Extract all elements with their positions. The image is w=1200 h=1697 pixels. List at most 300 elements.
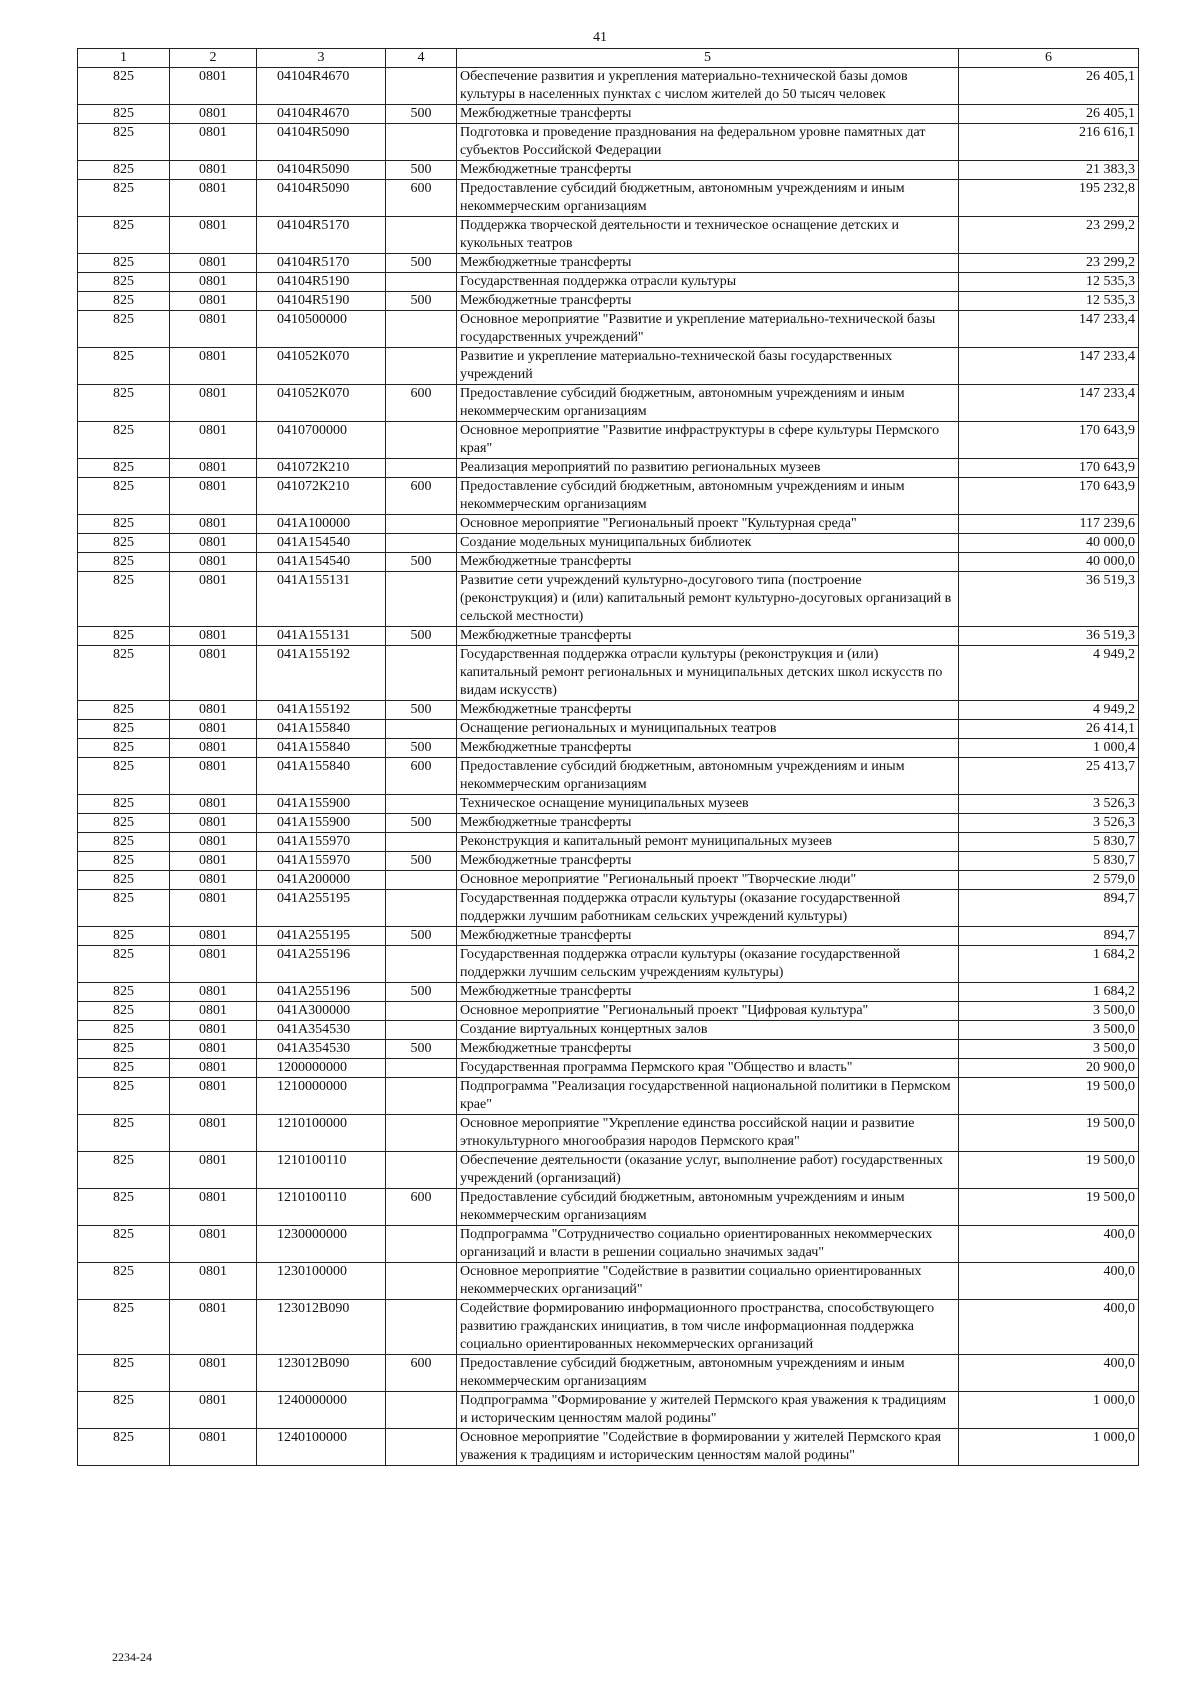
target-article-code-cell: 1240000000 [257, 1392, 386, 1429]
target-article-code-cell: 1200000000 [257, 1059, 386, 1078]
item-name-cell: Межбюджетные трансферты [457, 739, 959, 758]
table-row [78, 1040, 1139, 1059]
item-name-cell: Государственная поддержка отрасли культуры (оказание государственной поддержки лучшим сельским учреждениям культуры) [457, 946, 959, 983]
target-article-code-cell: 123012В090 [257, 1300, 386, 1355]
header-col-4: 4 [386, 49, 457, 68]
admin-code-cell: 825 [78, 1300, 170, 1355]
admin-code-cell: 825 [78, 311, 170, 348]
table-row [78, 833, 1139, 852]
amount-cell: 26 414,1 [959, 720, 1139, 739]
section-code-cell: 0801 [170, 701, 257, 720]
table-row [78, 292, 1139, 311]
section-code-cell: 0801 [170, 161, 257, 180]
target-article-code-cell: 041A154540 [257, 553, 386, 572]
item-name-cell: Межбюджетные трансферты [457, 105, 959, 124]
amount-cell: 4 949,2 [959, 701, 1139, 720]
admin-code-cell: 825 [78, 758, 170, 795]
amount-cell: 21 383,3 [959, 161, 1139, 180]
expense-type-code-cell [386, 720, 457, 739]
amount-cell: 216 616,1 [959, 124, 1139, 161]
expense-type-code-cell [386, 1300, 457, 1355]
target-article-code-cell: 0410500000 [257, 311, 386, 348]
amount-cell: 36 519,3 [959, 627, 1139, 646]
section-code-cell: 0801 [170, 478, 257, 515]
item-name-cell: Межбюджетные трансферты [457, 161, 959, 180]
amount-cell: 36 519,3 [959, 572, 1139, 627]
amount-cell: 147 233,4 [959, 311, 1139, 348]
target-article-code-cell: 041A155192 [257, 646, 386, 701]
expense-type-code-cell: 600 [386, 478, 457, 515]
amount-cell: 23 299,2 [959, 254, 1139, 273]
section-code-cell: 0801 [170, 1300, 257, 1355]
item-name-cell: Предоставление субсидий бюджетным, автономным учреждениям и иным некоммерческим организациям [457, 180, 959, 217]
table-row [78, 311, 1139, 348]
target-article-code-cell: 041A155840 [257, 720, 386, 739]
expense-type-code-cell: 500 [386, 739, 457, 758]
amount-cell: 19 500,0 [959, 1078, 1139, 1115]
expense-type-code-cell [386, 946, 457, 983]
item-name-cell: Основное мероприятие "Укрепление единства российской нации и развитие этнокультурного многообразия народов Пермского края" [457, 1115, 959, 1152]
amount-cell: 19 500,0 [959, 1115, 1139, 1152]
expense-type-code-cell: 500 [386, 254, 457, 273]
amount-cell: 40 000,0 [959, 534, 1139, 553]
amount-cell: 3 526,3 [959, 795, 1139, 814]
admin-code-cell: 825 [78, 348, 170, 385]
item-name-cell: Создание модельных муниципальных библиотек [457, 534, 959, 553]
expense-type-code-cell [386, 833, 457, 852]
expense-type-code-cell [386, 459, 457, 478]
admin-code-cell: 825 [78, 1189, 170, 1226]
item-name-cell: Государственная поддержка отрасли культуры (реконструкция и (или) капитальный ремонт региональных и муниципальных детских школ искусств по видам искусств) [457, 646, 959, 701]
section-code-cell: 0801 [170, 1189, 257, 1226]
expense-type-code-cell [386, 311, 457, 348]
expense-type-code-cell [386, 217, 457, 254]
amount-cell: 1 684,2 [959, 946, 1139, 983]
table-row [78, 1226, 1139, 1263]
section-code-cell: 0801 [170, 254, 257, 273]
section-code-cell: 0801 [170, 515, 257, 534]
target-article-code-cell: 041A255196 [257, 946, 386, 983]
admin-code-cell: 825 [78, 795, 170, 814]
item-name-cell: Подпрограмма "Сотрудничество социально ориентированных некоммерческих организаций и власти в решении социально значимых задач" [457, 1226, 959, 1263]
section-code-cell: 0801 [170, 739, 257, 758]
target-article-code-cell: 04104R5190 [257, 292, 386, 311]
amount-cell: 400,0 [959, 1263, 1139, 1300]
admin-code-cell: 825 [78, 254, 170, 273]
table-row [78, 1263, 1139, 1300]
target-article-code-cell: 041A255196 [257, 983, 386, 1002]
admin-code-cell: 825 [78, 720, 170, 739]
item-name-cell: Основное мероприятие "Развитие и укрепление материально-технической базы государственных учреждений" [457, 311, 959, 348]
table-row [78, 459, 1139, 478]
admin-code-cell: 825 [78, 1429, 170, 1466]
section-code-cell: 0801 [170, 459, 257, 478]
expense-type-code-cell [386, 646, 457, 701]
target-article-code-cell: 04104R5090 [257, 180, 386, 217]
item-name-cell: Предоставление субсидий бюджетным, автономным учреждениям и иным некоммерческим организациям [457, 478, 959, 515]
item-name-cell: Межбюджетные трансферты [457, 292, 959, 311]
expense-type-code-cell [386, 1226, 457, 1263]
table-row [78, 273, 1139, 292]
target-article-code-cell: 041A255195 [257, 927, 386, 946]
item-name-cell: Основное мероприятие "Региональный проект "Творческие люди" [457, 871, 959, 890]
amount-cell: 400,0 [959, 1355, 1139, 1392]
expense-type-code-cell [386, 273, 457, 292]
admin-code-cell: 825 [78, 478, 170, 515]
section-code-cell: 0801 [170, 68, 257, 105]
amount-cell: 400,0 [959, 1300, 1139, 1355]
target-article-code-cell: 041A155840 [257, 739, 386, 758]
section-code-cell: 0801 [170, 814, 257, 833]
expense-type-code-cell [386, 1115, 457, 1152]
section-code-cell: 0801 [170, 1263, 257, 1300]
admin-code-cell: 825 [78, 1002, 170, 1021]
target-article-code-cell: 041052К070 [257, 385, 386, 422]
table-row [78, 68, 1139, 105]
table-row [78, 1002, 1139, 1021]
table-row [78, 105, 1139, 124]
admin-code-cell: 825 [78, 1040, 170, 1059]
amount-cell: 3 526,3 [959, 814, 1139, 833]
expense-type-code-cell: 600 [386, 385, 457, 422]
table-row [78, 871, 1139, 890]
amount-cell: 1 000,0 [959, 1429, 1139, 1466]
item-name-cell: Основное мероприятие "Региональный проект "Культурная среда" [457, 515, 959, 534]
expense-type-code-cell [386, 515, 457, 534]
admin-code-cell: 825 [78, 852, 170, 871]
target-article-code-cell: 041A354530 [257, 1040, 386, 1059]
table-row [78, 124, 1139, 161]
section-code-cell: 0801 [170, 422, 257, 459]
expense-type-code-cell [386, 795, 457, 814]
section-code-cell: 0801 [170, 1226, 257, 1263]
item-name-cell: Предоставление субсидий бюджетным, автономным учреждениям и иным некоммерческим организациям [457, 1355, 959, 1392]
section-code-cell: 0801 [170, 983, 257, 1002]
amount-cell: 5 830,7 [959, 852, 1139, 871]
target-article-code-cell: 04104R5170 [257, 254, 386, 273]
amount-cell: 4 949,2 [959, 646, 1139, 701]
expense-type-code-cell: 500 [386, 1040, 457, 1059]
section-code-cell: 0801 [170, 871, 257, 890]
admin-code-cell: 825 [78, 890, 170, 927]
item-name-cell: Обеспечение развития и укрепления материально-технической базы домов культуры в населенных пунктах с числом жителей до 50 тысяч человек [457, 68, 959, 105]
admin-code-cell: 825 [78, 1226, 170, 1263]
admin-code-cell: 825 [78, 124, 170, 161]
target-article-code-cell: 1230000000 [257, 1226, 386, 1263]
table-row [78, 217, 1139, 254]
target-article-code-cell: 041072К210 [257, 459, 386, 478]
target-article-code-cell: 04104R4670 [257, 105, 386, 124]
section-code-cell: 0801 [170, 124, 257, 161]
item-name-cell: Межбюджетные трансферты [457, 553, 959, 572]
target-article-code-cell: 041A300000 [257, 1002, 386, 1021]
expense-type-code-cell: 600 [386, 180, 457, 217]
expense-type-code-cell: 600 [386, 758, 457, 795]
admin-code-cell: 825 [78, 161, 170, 180]
section-code-cell: 0801 [170, 572, 257, 627]
table-row [78, 927, 1139, 946]
amount-cell: 20 900,0 [959, 1059, 1139, 1078]
section-code-cell: 0801 [170, 1059, 257, 1078]
admin-code-cell: 825 [78, 292, 170, 311]
table-row [78, 553, 1139, 572]
expense-type-code-cell [386, 422, 457, 459]
admin-code-cell: 825 [78, 273, 170, 292]
admin-code-cell: 825 [78, 553, 170, 572]
admin-code-cell: 825 [78, 833, 170, 852]
item-name-cell: Межбюджетные трансферты [457, 627, 959, 646]
table-row [78, 701, 1139, 720]
amount-cell: 195 232,8 [959, 180, 1139, 217]
section-code-cell: 0801 [170, 946, 257, 983]
admin-code-cell: 825 [78, 572, 170, 627]
amount-cell: 3 500,0 [959, 1002, 1139, 1021]
admin-code-cell: 825 [78, 701, 170, 720]
item-name-cell: Обеспечение деятельности (оказание услуг, выполнение работ) государственных учреждений (организаций) [457, 1152, 959, 1189]
section-code-cell: 0801 [170, 180, 257, 217]
section-code-cell: 0801 [170, 273, 257, 292]
amount-cell: 400,0 [959, 1226, 1139, 1263]
item-name-cell: Подготовка и проведение празднования на федеральном уровне памятных дат субъектов Российской Федерации [457, 124, 959, 161]
table-row [78, 1021, 1139, 1040]
amount-cell: 5 830,7 [959, 833, 1139, 852]
table-row [78, 890, 1139, 927]
item-name-cell: Государственная программа Пермского края "Общество и власть" [457, 1059, 959, 1078]
section-code-cell: 0801 [170, 1392, 257, 1429]
target-article-code-cell: 041A155131 [257, 627, 386, 646]
table-row [78, 254, 1139, 273]
admin-code-cell: 825 [78, 422, 170, 459]
section-code-cell: 0801 [170, 217, 257, 254]
table-row [78, 1152, 1139, 1189]
section-code-cell: 0801 [170, 1021, 257, 1040]
expense-type-code-cell: 600 [386, 1189, 457, 1226]
target-article-code-cell: 041052К070 [257, 348, 386, 385]
amount-cell: 40 000,0 [959, 553, 1139, 572]
expense-type-code-cell [386, 1429, 457, 1466]
target-article-code-cell: 041A155131 [257, 572, 386, 627]
admin-code-cell: 825 [78, 627, 170, 646]
item-name-cell: Государственная поддержка отрасли культуры (оказание государственной поддержки лучшим работникам сельских учреждений культуры) [457, 890, 959, 927]
amount-cell: 3 500,0 [959, 1021, 1139, 1040]
item-name-cell: Межбюджетные трансферты [457, 254, 959, 273]
admin-code-cell: 825 [78, 1115, 170, 1152]
amount-cell: 26 405,1 [959, 105, 1139, 124]
table-row [78, 534, 1139, 553]
admin-code-cell: 825 [78, 739, 170, 758]
amount-cell: 117 239,6 [959, 515, 1139, 534]
expense-type-code-cell [386, 572, 457, 627]
amount-cell: 147 233,4 [959, 385, 1139, 422]
table-row [78, 515, 1139, 534]
table-row [78, 1300, 1139, 1355]
expense-type-code-cell [386, 534, 457, 553]
expense-type-code-cell: 500 [386, 814, 457, 833]
item-name-cell: Поддержка творческой деятельности и техническое оснащение детских и кукольных театров [457, 217, 959, 254]
amount-cell: 19 500,0 [959, 1189, 1139, 1226]
amount-cell: 19 500,0 [959, 1152, 1139, 1189]
table-row [78, 814, 1139, 833]
table-row [78, 852, 1139, 871]
item-name-cell: Межбюджетные трансферты [457, 983, 959, 1002]
table-row [78, 1115, 1139, 1152]
item-name-cell: Основное мероприятие "Содействие в развитии социально ориентированных некоммерческих организаций" [457, 1263, 959, 1300]
target-article-code-cell: 041A155840 [257, 758, 386, 795]
item-name-cell: Предоставление субсидий бюджетным, автономным учреждениям и иным некоммерческим организациям [457, 1189, 959, 1226]
expense-type-code-cell [386, 348, 457, 385]
section-code-cell: 0801 [170, 348, 257, 385]
admin-code-cell: 825 [78, 105, 170, 124]
section-code-cell: 0801 [170, 646, 257, 701]
expense-type-code-cell [386, 1263, 457, 1300]
item-name-cell: Содействие формированию информационного пространства, способствующего развитию гражданских инициатив, в том числе информационная поддержка социально ориентированных некоммерческих организаций [457, 1300, 959, 1355]
item-name-cell: Межбюджетные трансферты [457, 701, 959, 720]
target-article-code-cell: 041A155970 [257, 852, 386, 871]
admin-code-cell: 825 [78, 180, 170, 217]
table-row [78, 161, 1139, 180]
item-name-cell: Развитие сети учреждений культурно-досугового типа (построение (реконструкция) и (или) капитальный ремонт культурно-досуговых организаций в сельской местности) [457, 572, 959, 627]
budget-table [77, 48, 1139, 1466]
item-name-cell: Техническое оснащение муниципальных музеев [457, 795, 959, 814]
table-row [78, 180, 1139, 217]
section-code-cell: 0801 [170, 1429, 257, 1466]
admin-code-cell: 825 [78, 68, 170, 105]
expense-type-code-cell: 500 [386, 105, 457, 124]
item-name-cell: Государственная поддержка отрасли культуры [457, 273, 959, 292]
table-body [78, 68, 1139, 1466]
target-article-code-cell: 041A155970 [257, 833, 386, 852]
amount-cell: 12 535,3 [959, 292, 1139, 311]
target-article-code-cell: 041A100000 [257, 515, 386, 534]
amount-cell: 25 413,7 [959, 758, 1139, 795]
table-row [78, 1355, 1139, 1392]
target-article-code-cell: 041072К210 [257, 478, 386, 515]
target-article-code-cell: 041A155192 [257, 701, 386, 720]
expense-type-code-cell: 500 [386, 553, 457, 572]
expense-type-code-cell: 600 [386, 1355, 457, 1392]
header-col-1: 1 [78, 49, 170, 68]
table-row [78, 720, 1139, 739]
expense-type-code-cell: 500 [386, 852, 457, 871]
page-number: 41 [593, 30, 607, 45]
target-article-code-cell: 041A354530 [257, 1021, 386, 1040]
section-code-cell: 0801 [170, 1115, 257, 1152]
amount-cell: 12 535,3 [959, 273, 1139, 292]
table-row [78, 385, 1139, 422]
table-row [78, 478, 1139, 515]
section-code-cell: 0801 [170, 852, 257, 871]
table-row [78, 1392, 1139, 1429]
table-header-row [78, 49, 1139, 68]
amount-cell: 2 579,0 [959, 871, 1139, 890]
admin-code-cell: 825 [78, 385, 170, 422]
item-name-cell: Предоставление субсидий бюджетным, автономным учреждениям и иным некоммерческим организациям [457, 758, 959, 795]
header-col-2: 2 [170, 49, 257, 68]
expense-type-code-cell: 500 [386, 927, 457, 946]
target-article-code-cell: 123012В090 [257, 1355, 386, 1392]
target-article-code-cell: 1210100110 [257, 1189, 386, 1226]
table-row [78, 795, 1139, 814]
table-row [78, 758, 1139, 795]
target-article-code-cell: 04104R5090 [257, 161, 386, 180]
admin-code-cell: 825 [78, 1059, 170, 1078]
target-article-code-cell: 04104R5170 [257, 217, 386, 254]
target-article-code-cell: 1210100000 [257, 1115, 386, 1152]
admin-code-cell: 825 [78, 1021, 170, 1040]
expense-type-code-cell [386, 1059, 457, 1078]
expense-type-code-cell: 500 [386, 983, 457, 1002]
table-row [78, 646, 1139, 701]
target-article-code-cell: 1210000000 [257, 1078, 386, 1115]
amount-cell: 894,7 [959, 927, 1139, 946]
table-row [78, 946, 1139, 983]
table-row [78, 627, 1139, 646]
expense-type-code-cell [386, 871, 457, 890]
header-col-3: 3 [257, 49, 386, 68]
admin-code-cell: 825 [78, 1355, 170, 1392]
amount-cell: 26 405,1 [959, 68, 1139, 105]
amount-cell: 170 643,9 [959, 459, 1139, 478]
table-row [78, 739, 1139, 758]
expense-type-code-cell: 500 [386, 292, 457, 311]
item-name-cell: Оснащение региональных и муниципальных театров [457, 720, 959, 739]
target-article-code-cell: 1230100000 [257, 1263, 386, 1300]
section-code-cell: 0801 [170, 1040, 257, 1059]
item-name-cell: Предоставление субсидий бюджетным, автономным учреждениям и иным некоммерческим организациям [457, 385, 959, 422]
table-row [78, 1189, 1139, 1226]
item-name-cell: Подпрограмма "Формирование у жителей Пермского края уважения к традициям и историческим ценностям малой родины" [457, 1392, 959, 1429]
amount-cell: 894,7 [959, 890, 1139, 927]
expense-type-code-cell [386, 124, 457, 161]
table-row [78, 348, 1139, 385]
amount-cell: 1 684,2 [959, 983, 1139, 1002]
admin-code-cell: 825 [78, 1078, 170, 1115]
section-code-cell: 0801 [170, 311, 257, 348]
section-code-cell: 0801 [170, 627, 257, 646]
amount-cell: 1 000,0 [959, 1392, 1139, 1429]
section-code-cell: 0801 [170, 720, 257, 739]
section-code-cell: 0801 [170, 105, 257, 124]
amount-cell: 23 299,2 [959, 217, 1139, 254]
admin-code-cell: 825 [78, 1392, 170, 1429]
expense-type-code-cell [386, 1152, 457, 1189]
document-code: 2234-24 [112, 1650, 152, 1664]
admin-code-cell: 825 [78, 459, 170, 478]
section-code-cell: 0801 [170, 1355, 257, 1392]
item-name-cell: Межбюджетные трансферты [457, 814, 959, 833]
admin-code-cell: 825 [78, 515, 170, 534]
table-row [78, 572, 1139, 627]
section-code-cell: 0801 [170, 292, 257, 311]
table-row [78, 1059, 1139, 1078]
target-article-code-cell: 1210100110 [257, 1152, 386, 1189]
target-article-code-cell: 041A155900 [257, 795, 386, 814]
item-name-cell: Основное мероприятие "Содействие в формировании у жителей Пермского края уважения к традициям и историческим ценностям малой родины" [457, 1429, 959, 1466]
section-code-cell: 0801 [170, 795, 257, 814]
item-name-cell: Межбюджетные трансферты [457, 852, 959, 871]
item-name-cell: Межбюджетные трансферты [457, 927, 959, 946]
expense-type-code-cell [386, 890, 457, 927]
target-article-code-cell: 041A200000 [257, 871, 386, 890]
admin-code-cell: 825 [78, 983, 170, 1002]
target-article-code-cell: 04104R5190 [257, 273, 386, 292]
admin-code-cell: 825 [78, 646, 170, 701]
admin-code-cell: 825 [78, 814, 170, 833]
item-name-cell: Основное мероприятие "Региональный проект "Цифровая культура" [457, 1002, 959, 1021]
target-article-code-cell: 041A255195 [257, 890, 386, 927]
amount-cell: 170 643,9 [959, 478, 1139, 515]
amount-cell: 147 233,4 [959, 348, 1139, 385]
